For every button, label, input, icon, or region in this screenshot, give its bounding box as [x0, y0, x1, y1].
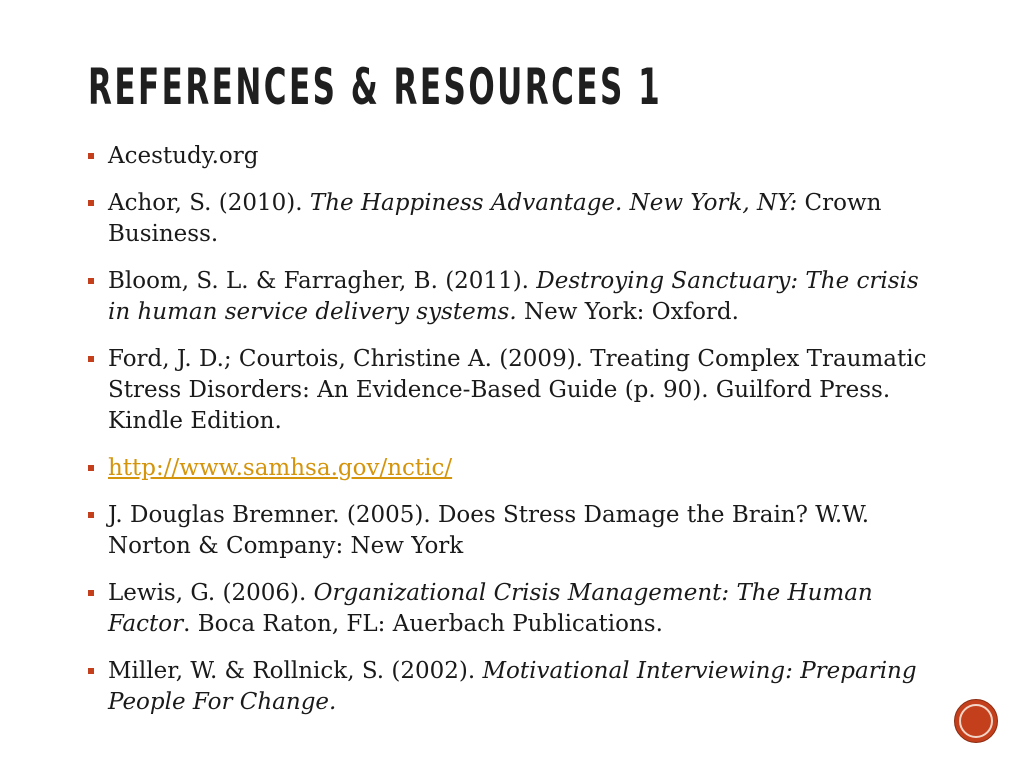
- reference-item: [88, 188, 948, 250]
- reference-title-italic: The Happiness Advantage. New York, NY:: [309, 190, 798, 216]
- reference-title-italic: Destroying Sanctuary: The crisis in human service delivery systems.: [108, 268, 919, 325]
- square-bullet-icon: [88, 356, 94, 362]
- reference-text: [108, 268, 919, 325]
- square-bullet-icon: [88, 465, 94, 471]
- reference-title-italic: Organizational Crisis Management: The Human Factor: [108, 580, 873, 637]
- square-bullet-icon: [88, 590, 94, 596]
- reference-segment: Achor, S. (2010).: [108, 190, 310, 216]
- slide-logo-icon: [954, 699, 998, 743]
- reference-segment: Crown Business.: [108, 190, 882, 247]
- reference-item: [88, 266, 948, 328]
- reference-item: [88, 141, 948, 172]
- square-bullet-icon: [88, 153, 94, 159]
- reference-segment: . Boca Raton, FL: Auerbach Publications.: [183, 611, 663, 637]
- square-bullet-icon: [88, 668, 94, 674]
- samhsa-link[interactable]: http://www.samhsa.gov/nctic/: [108, 455, 453, 481]
- square-bullet-icon: [88, 200, 94, 206]
- reference-segment: Acestudy.org: [108, 143, 259, 169]
- reference-item: [88, 453, 948, 484]
- reference-list: [88, 141, 948, 734]
- reference-text: [108, 190, 881, 247]
- reference-text: [108, 658, 917, 715]
- reference-item: [88, 656, 948, 718]
- reference-text: [108, 346, 927, 434]
- reference-text: [108, 502, 869, 559]
- square-bullet-icon: [88, 512, 94, 518]
- reference-text: [108, 143, 259, 169]
- reference-title-italic: Motivational Interviewing: Preparing People For Change.: [108, 658, 917, 715]
- reference-segment: Ford, J. D.; Courtois, Christine A. (2009). Treating Complex Traumatic Stress Disorders: An Evidence-Based Guide (p. 90). Guilford Press. Kindle Edition.: [108, 346, 927, 434]
- reference-segment: Bloom, S. L. & Farragher, B. (2011).: [108, 268, 537, 294]
- square-bullet-icon: [88, 278, 94, 284]
- reference-text: [108, 580, 873, 637]
- logo-ring: [959, 704, 993, 738]
- reference-segment: Miller, W. & Rollnick, S. (2002).: [108, 658, 483, 684]
- slide-title: REFERENCES & RESOURCES 1: [88, 58, 663, 116]
- reference-segment: J. Douglas Bremner. (2005). Does Stress Damage the Brain? W.W. Norton & Company: New York: [108, 502, 870, 559]
- reference-item: [88, 500, 948, 562]
- reference-segment: New York: Oxford.: [516, 299, 739, 325]
- reference-item: [88, 344, 948, 437]
- reference-item: [88, 578, 948, 640]
- reference-segment: Lewis, G. (2006).: [108, 580, 314, 606]
